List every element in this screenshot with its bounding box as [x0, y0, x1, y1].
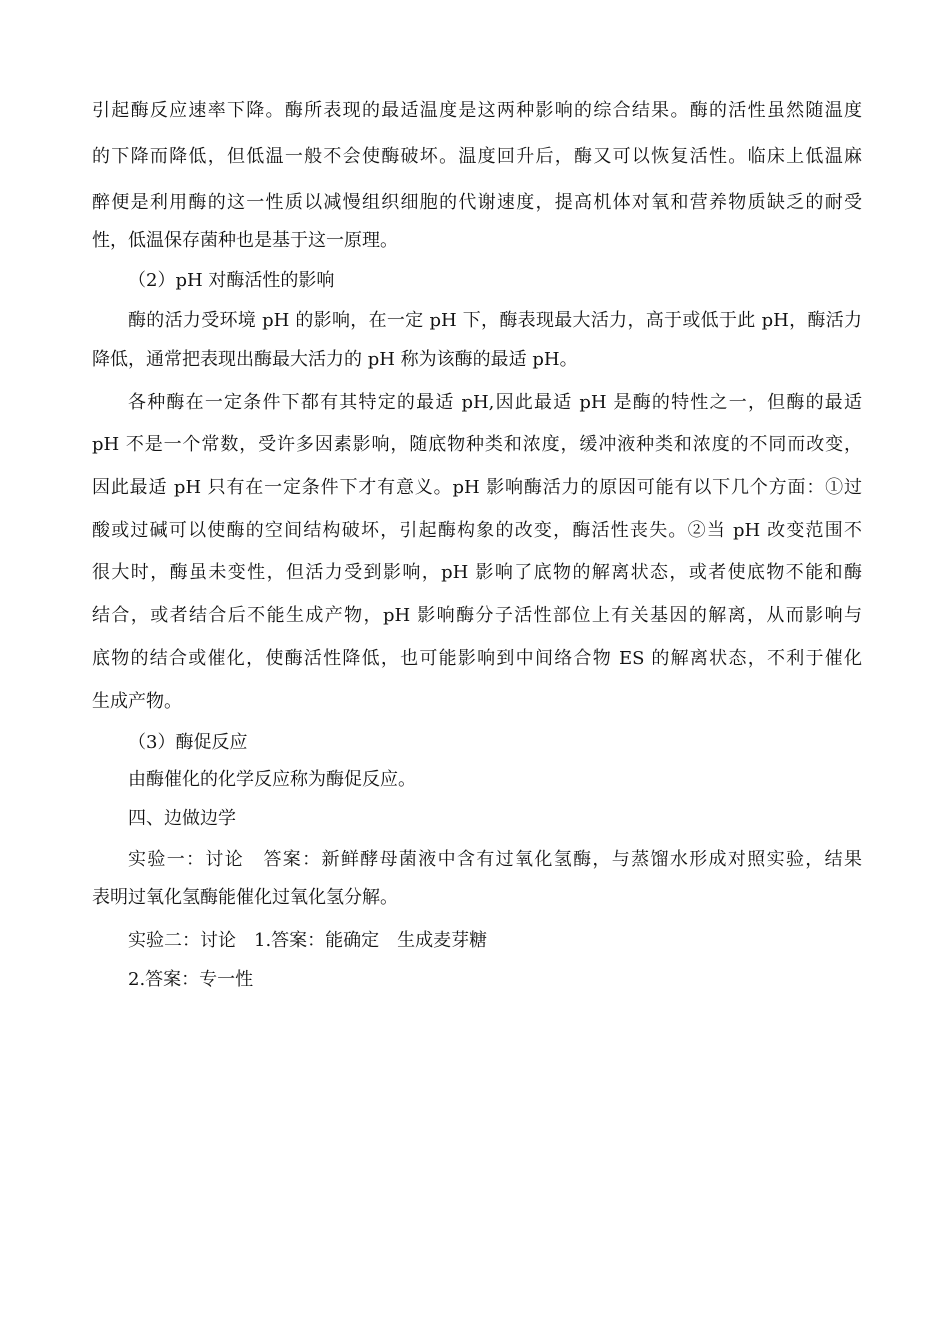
text-line: 各种酶在一定条件下都有其特定的最适 pH,因此最适 pH 是酶的特性之一，但酶的最适 — [128, 392, 862, 413]
text-line: 结合，或者结合后不能生成产物，pH 影响酶分子活性部位上有关基因的解离，从而影响与 — [92, 605, 862, 626]
text-line: 生成产物。 — [92, 691, 182, 712]
text-line: 实验二：讨论 1.答案：能确定 生成麦芽糖 — [128, 930, 488, 951]
text-line: 酶的活力受环境 pH 的影响，在一定 pH 下，酶表现最大活力，高于或低于此 pH，酶活力 — [128, 310, 862, 331]
text-line: 的下降而降低，但低温一般不会使酶破坏。温度回升后，酶又可以恢复活性。临床上低温麻 — [92, 146, 862, 167]
text-line: pH 不是一个常数，受许多因素影响，随底物种类和浓度，缓冲液种类和浓度的不同而改变， — [92, 434, 862, 455]
section-heading-ph: （2）pH 对酶活性的影响 — [128, 270, 335, 291]
section-heading-enzymatic: （3）酶促反应 — [128, 732, 248, 753]
text-line: 表明过氧化氢酶能催化过氧化氢分解。 — [92, 887, 398, 908]
text-line: 醉便是利用酶的这一性质以减慢组织细胞的代谢速度，提高机体对氧和营养物质缺乏的耐受 — [92, 192, 862, 213]
section-heading-four: 四、边做边学 — [128, 808, 236, 829]
text-line: 底物的结合或催化，使酶活性降低，也可能影响到中间络合物 ES 的解离状态，不利于催化 — [92, 648, 862, 669]
text-line: 性，低温保存菌种也是基于这一原理。 — [92, 230, 398, 251]
text-line: 降低，通常把表现出酶最大活力的 pH 称为该酶的最适 pH。 — [92, 349, 578, 370]
text-line: 因此最适 pH 只有在一定条件下才有意义。pH 影响酶活力的原因可能有以下几个方面：①过 — [92, 477, 862, 498]
text-line: 很大时，酶虽未变性，但活力受到影响，pH 影响了底物的解离状态，或者使底物不能和酶 — [92, 562, 862, 583]
text-line: 由酶催化的化学反应称为酶促反应。 — [128, 769, 416, 790]
text-line: 实验一：讨论 答案：新鲜酵母菌液中含有过氧化氢酶，与蒸馏水形成对照实验，结果 — [128, 849, 862, 870]
text-line: 酸或过碱可以使酶的空间结构破坏，引起酶构象的改变，酶活性丧失。②当 pH 改变范围不 — [92, 520, 862, 541]
text-line: 2.答案：专一性 — [128, 969, 254, 990]
text-line: 引起酶反应速率下降。酶所表现的最适温度是这两种影响的综合结果。酶的活性虽然随温度 — [92, 100, 862, 121]
